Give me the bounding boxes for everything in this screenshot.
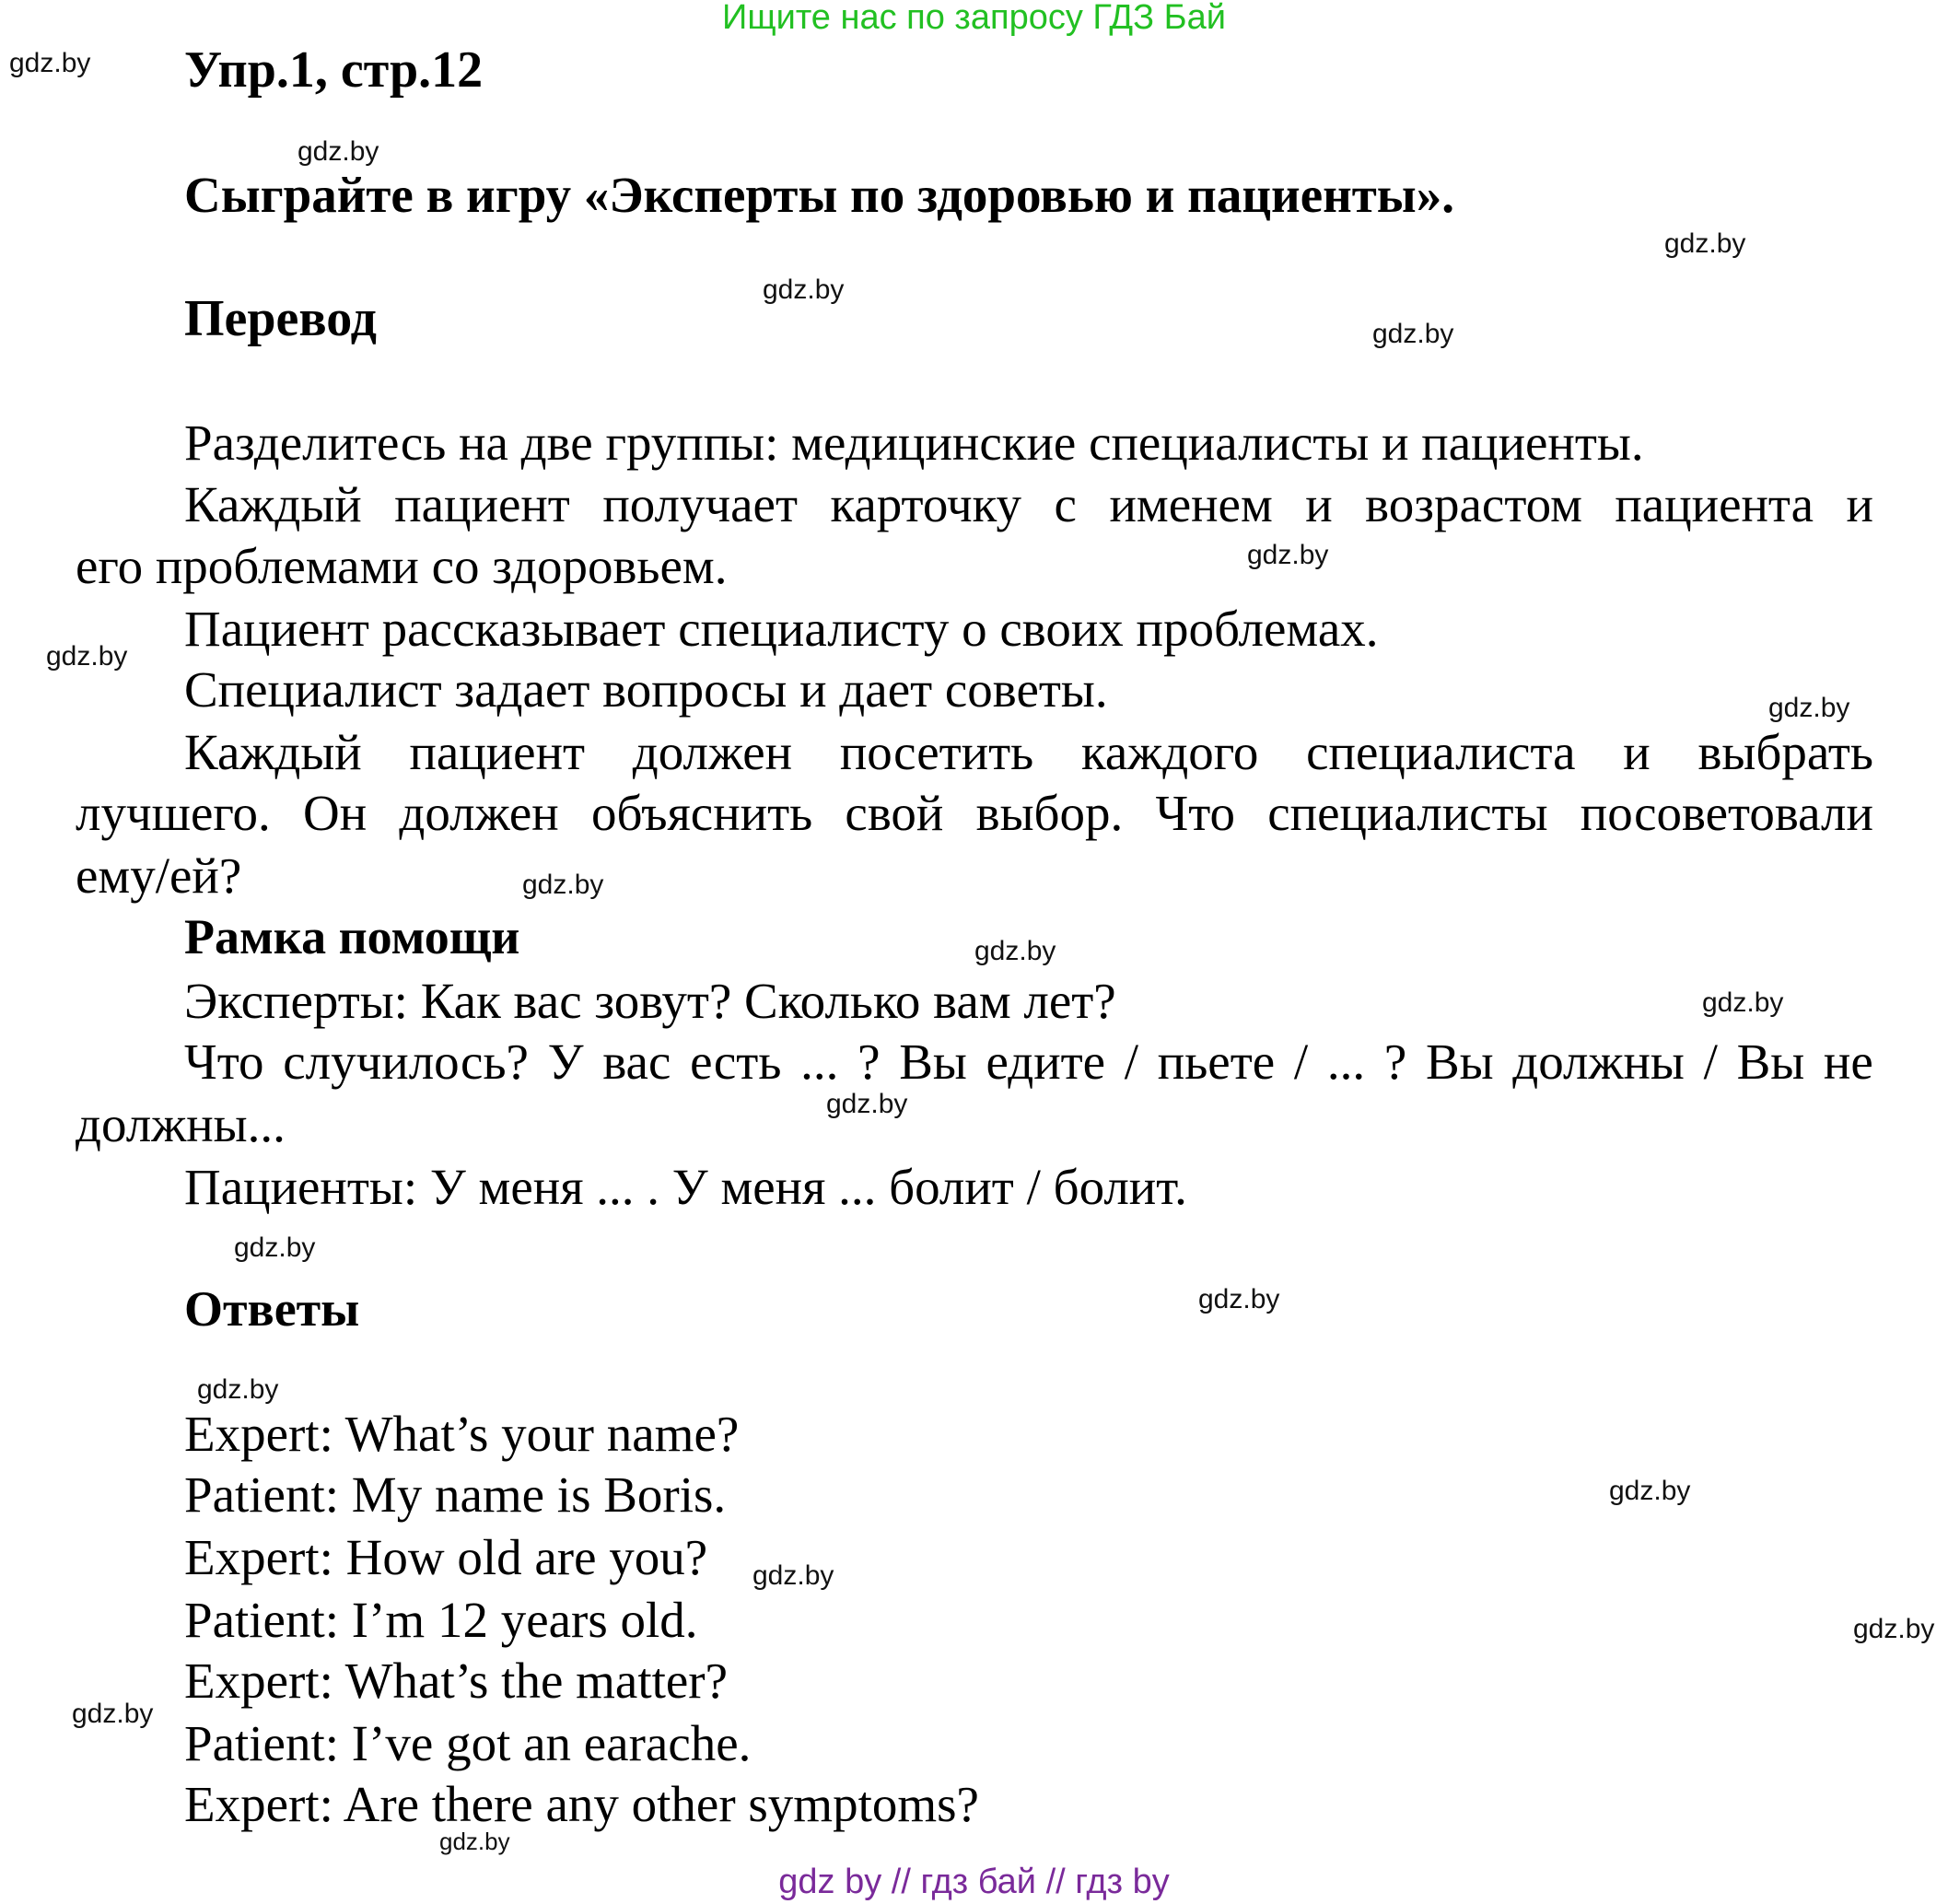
word: Каждый (184, 724, 362, 780)
word: пьете (1157, 1034, 1276, 1090)
word: / (1124, 1034, 1139, 1090)
translation-p5 (76, 722, 1873, 844)
word: и (1846, 476, 1873, 532)
exercise-title: Упр.1, стр.12 (184, 41, 484, 99)
watermark: gdz.by (1247, 540, 1329, 570)
watermark: gdz.by (297, 136, 379, 167)
word: / (1293, 1034, 1309, 1090)
word: именем (1109, 476, 1273, 532)
watermark: gdz.by (974, 936, 1056, 966)
word: вас (602, 1034, 671, 1090)
word: получает (602, 476, 798, 532)
help-line2-end: должны... (76, 1096, 286, 1152)
watermark: gdz.by (439, 1828, 510, 1855)
watermark: gdz.by (1664, 228, 1746, 259)
word: карточку (830, 476, 1022, 532)
watermark: gdz.by (72, 1699, 154, 1729)
word: Он (303, 785, 367, 841)
word: есть (690, 1034, 782, 1090)
answer-line: Expert: How old are you? (184, 1529, 708, 1585)
word: должны (1512, 1034, 1685, 1090)
help-line1: Эксперты: Как вас зовут? Сколько вам лет? (184, 973, 1116, 1029)
watermark: gdz.by (1768, 693, 1850, 723)
watermark: gdz.by (1372, 319, 1454, 349)
word: пациента (1615, 476, 1814, 532)
watermark: gdz.by (46, 641, 128, 672)
watermark: gdz.by (763, 275, 845, 305)
word: / (1703, 1034, 1718, 1090)
word: каждого (1080, 724, 1259, 780)
word: с (1054, 476, 1077, 532)
watermark: gdz.by (197, 1374, 279, 1405)
watermark: gdz.by (522, 870, 604, 900)
answer-line: Patient: I’m 12 years old. (184, 1592, 698, 1648)
help-heading: Рамка помощи (184, 909, 520, 964)
footer-links[interactable]: gdz by // гдз бай // гдз by (778, 1863, 1170, 1901)
word: не (1823, 1034, 1873, 1090)
word: специалисты (1267, 785, 1548, 841)
translation-p5-end: ему/ей? (76, 847, 242, 904)
word: должен (632, 724, 793, 780)
word: лучшего. (76, 785, 271, 841)
watermark: gdz.by (1702, 987, 1784, 1018)
word: ... (1326, 1034, 1366, 1090)
word: должен (399, 785, 559, 841)
word: едите (986, 1034, 1106, 1090)
translation-p5-line1 (76, 722, 1873, 783)
word: посоветовали (1580, 785, 1873, 841)
watermark: gdz.by (9, 48, 91, 78)
answer-line: Patient: I’ve got an earache. (184, 1715, 752, 1771)
watermark: gdz.by (826, 1089, 908, 1119)
watermark: gdz.by (752, 1560, 834, 1591)
word: У (547, 1034, 584, 1090)
translation-p4: Специалист задает вопросы и дает советы. (184, 661, 1108, 718)
answer-line: Expert: What’s your name? (184, 1406, 740, 1462)
translation-p2-end: его проблемами со здоровьем. (76, 538, 728, 594)
word: свой (845, 785, 944, 841)
word: выбор. (975, 785, 1124, 841)
word: выбрать (1697, 724, 1873, 780)
answer-line: Expert: Are there any other symptoms? (184, 1776, 979, 1832)
help-line2-row (76, 1032, 1873, 1092)
watermark: gdz.by (234, 1232, 316, 1263)
watermark: gdz.by (1853, 1614, 1935, 1644)
answers-heading: Ответы (184, 1281, 360, 1337)
word: ? (857, 1034, 881, 1090)
task-heading: Сыграйте в игру «Эксперты по здоровью и пациенты». (184, 167, 1455, 223)
word: случилось? (283, 1034, 529, 1090)
word: Что (184, 1034, 264, 1090)
translation-p2-line1 (76, 474, 1873, 535)
word: и (1623, 724, 1651, 780)
word: возрастом (1365, 476, 1582, 532)
word: посетить (839, 724, 1034, 780)
answer-line: Patient: My name is Boris. (184, 1466, 727, 1523)
help-line2 (76, 1032, 1873, 1092)
word: Вы (1425, 1034, 1494, 1090)
translation-heading: Перевод (184, 290, 377, 347)
translation-p3: Пациент рассказывает специалисту о своих проблемах. (184, 601, 1379, 657)
word: Каждый (184, 476, 362, 532)
word: пациент (409, 724, 586, 780)
translation-p2 (76, 474, 1873, 535)
word: пациент (394, 476, 570, 532)
watermark: gdz.by (1198, 1284, 1280, 1314)
help-line3: Пациенты: У меня ... . У меня ... болит / болит. (184, 1159, 1187, 1215)
watermark: gdz.by (1609, 1476, 1691, 1506)
word: и (1305, 476, 1333, 532)
word: Вы (1736, 1034, 1805, 1090)
answer-line: Expert: What’s the matter? (184, 1653, 729, 1709)
word: Вы (899, 1034, 967, 1090)
translation-p5-line2 (76, 783, 1873, 844)
word: объяснить (590, 785, 813, 841)
word: Что (1155, 785, 1236, 841)
top-banner[interactable]: Ищите нас по запросу ГДЗ Бай (722, 0, 1226, 37)
translation-p1: Разделитесь на две группы: медицинские специалисты и пациенты. (184, 415, 1644, 471)
word: специалиста (1306, 724, 1576, 780)
word: ? (1383, 1034, 1407, 1090)
word: ... (800, 1034, 839, 1090)
